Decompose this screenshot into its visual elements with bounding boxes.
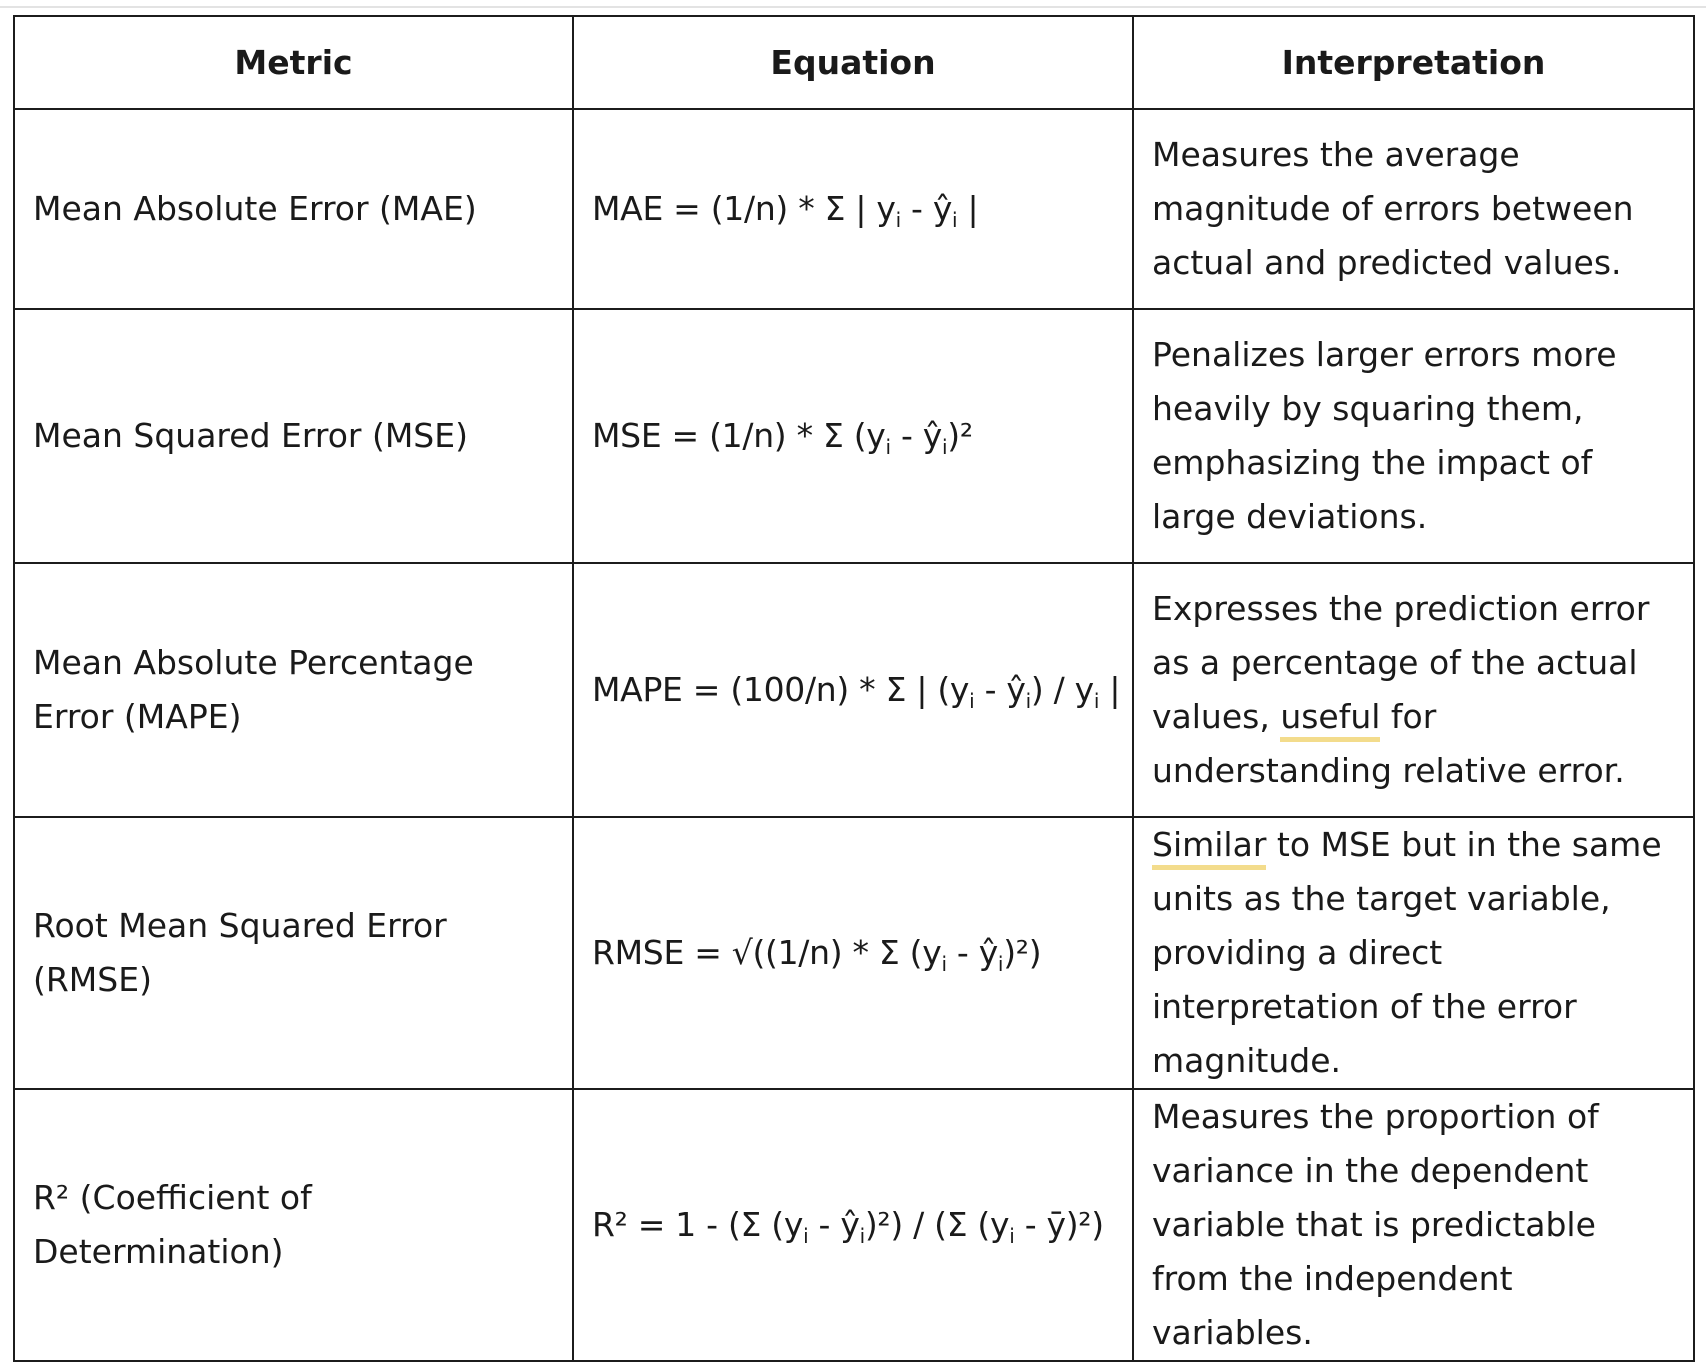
table-row <box>14 1089 1694 1361</box>
metric-cell: Mean Absolute Error (MAE) <box>14 109 573 309</box>
spellcheck-highlight[interactable]: Similar <box>1152 825 1266 870</box>
table-row <box>14 817 1694 1089</box>
interpretation-cell: Expresses the prediction error as a percentage of the actual values, useful for understanding relative error. <box>1133 563 1694 817</box>
header-equation: Equation <box>573 16 1133 109</box>
header-row <box>14 16 1694 109</box>
table-row <box>14 563 1694 817</box>
header-interpretation: Interpretation <box>1133 16 1694 109</box>
interpretation-cell: Measures the average magnitude of errors between actual and predicted values. <box>1133 109 1694 309</box>
equation-cell: MAE = (1/n) * Σ | $y_i$ - $ŷ_i$ | <box>573 109 1133 309</box>
spellcheck-highlight[interactable]: useful <box>1280 697 1380 742</box>
equation-cell: MAPE = (100/n) * Σ | ($y_i$ - $ŷ_i) / y_i$ | <box>573 563 1133 817</box>
metric-cell: Mean Squared Error (MSE) <box>14 309 573 563</box>
equation-cell: RMSE = √((1/n) * Σ ($y_i$ - $ŷ_i)^2$) <box>573 817 1133 1089</box>
interpretation-cell: Penalizes larger errors more heavily by squaring them, emphasizing the impact of large deviations. <box>1133 309 1694 563</box>
metric-cell: Mean Absolute Percentage Error (MAPE) <box>14 563 573 817</box>
metrics-table <box>13 15 1695 1362</box>
interpretation-cell: Similar to MSE but in the same units as the target variable, providing a direct interpretation of the error magnitude. <box>1133 817 1694 1089</box>
top-divider <box>0 6 1706 8</box>
interpretation-cell: Measures the proportion of variance in the dependent variable that is predictable from the independent variables. <box>1133 1089 1694 1361</box>
table-row <box>14 309 1694 563</box>
equation-cell: R² = 1 - (Σ ($y_i$ - $ŷ_i)^2) / (\Sigma$ ($y_i$ - ȳ)²) <box>573 1089 1133 1361</box>
metric-cell: R² (Coefficient of Determination) <box>14 1089 573 1361</box>
table-row <box>14 109 1694 309</box>
header-metric: Metric <box>14 16 573 109</box>
equation-cell: MSE = (1/n) * Σ ($y_i$ - $ŷ_i)^2$ <box>573 309 1133 563</box>
metric-cell: Root Mean Squared Error (RMSE) <box>14 817 573 1089</box>
